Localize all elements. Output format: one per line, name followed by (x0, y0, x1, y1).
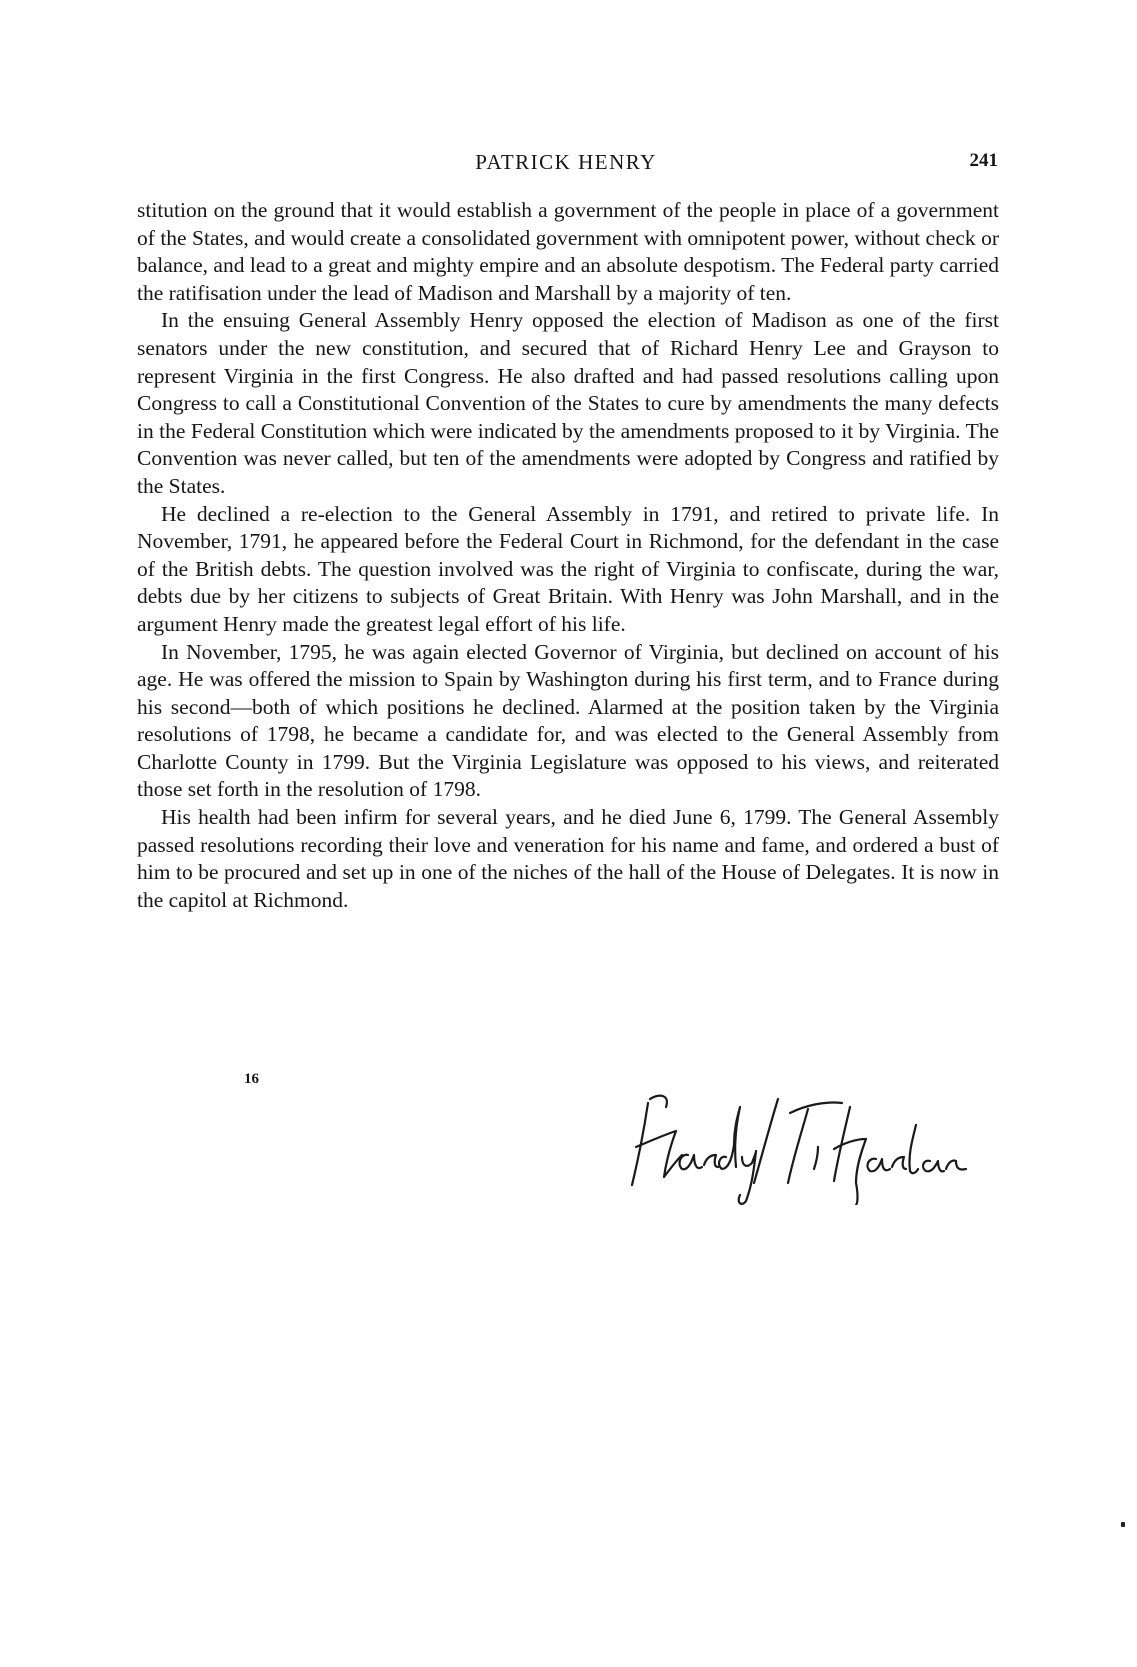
paragraph-5: His health had been infirm for several years, and he died June 6, 1799. The General Assembly passed resolutions recording their love and veneration for his name and fame, and ordered a bust of him to be procured and set up in one of the niches of the hall of the House of Delegates. It is now in the capitol at Richmond. (137, 805, 999, 912)
edge-speck (1121, 1522, 1125, 1527)
running-head (134, 150, 998, 180)
body-text (137, 197, 999, 914)
page-number: 241 (969, 150, 998, 171)
paragraph-1: stitution on the ground that it would establish a government of the people in place of a government of the States, and would create a consolidated government with omnipotent power, without check or balance, and lead to a great and mighty empire and an absolute despotism. The Federal party carried the ratifisation under the lead of Madison and Marshall by a majority of ten. (137, 198, 999, 305)
handwritten-signature (630, 1085, 970, 1205)
printer-signature-mark: 16 (244, 1071, 259, 1087)
paragraph-4: In November, 1795, he was again elected Governor of Virginia, but declined on account of his age. He was offered the mission to Spain by Washington during his first term, and to France during his second—both of which positions he declined. Alarmed at the position taken by the Virginia resolutions of 1798, he became a candidate for, and was elected to the General Assembly from Charlotte County in 1799. But the Virginia Legislature was opposed to his views, and reiterated those set forth in the resolution of 1798. (137, 639, 999, 802)
paragraph-2: In the ensuing General Assembly Henry opposed the election of Madison as one of the first senators under the new constitution, and secured that of Richard Henry Lee and Grayson to represent Virginia in the first Congress. He also drafted and had passed resolutions calling upon Congress to call a Constitutional Convention of the States to cure by amendments the many defects in the Federal Constitution which were indicated by the amendments proposed to it by Virginia. The Convention was never called, but ten of the amendments were adopted by Congress and ratified by the States. (137, 308, 999, 498)
running-title: PATRICK HENRY (475, 150, 657, 174)
paragraph-3: He declined a re-election to the General Assembly in 1791, and retired to private life. In November, 1791, he appeared before the Federal Court in Richmond, for the defendant in the case of the British debts. The question involved was the right of Virginia to confiscate, during the war, debts due by her citizens to subjects of Great Britain. With Henry was John Marshall, and in the argument Henry made the greatest legal effort of his life. (137, 501, 999, 636)
